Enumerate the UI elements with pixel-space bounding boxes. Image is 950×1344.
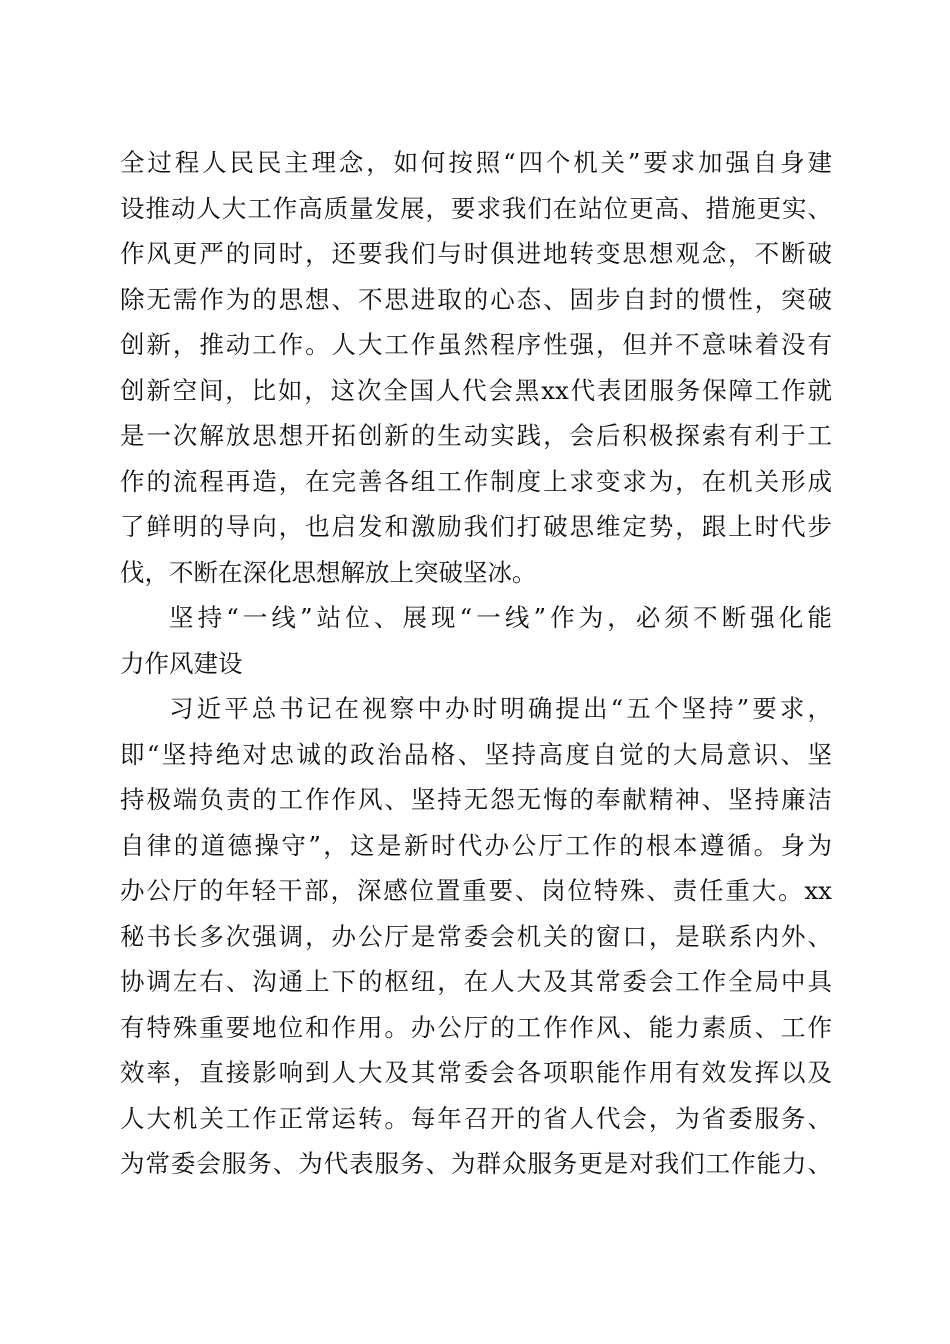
text-line: 自律的道德操守”，这是新时代办公厅工作的根本遵循。身为 [120, 830, 832, 860]
text-line: 有特殊重要地位和作用。办公厅的工作作风、能力素质、工作 [120, 1012, 832, 1042]
body-text [120, 140, 832, 1187]
text-line: 创新空间，比如，这次全国人代会黑xx代表团服务保障工作就 [120, 375, 832, 405]
text-line: 创新，推动工作。人大工作虽然程序性强，但并不意味着没有 [120, 330, 832, 359]
text-line: 作的流程再造，在完善各组工作制度上求变求为，在机关形成 [120, 466, 832, 496]
text-line: 持极端负责的工作作风、坚持无怨无悔的奉献精神、坚持廉洁 [120, 785, 832, 814]
section-heading-line: 坚持“一线”站位、展现“一线”作为，必须不断强化能 [169, 603, 832, 632]
section-heading-line: 力作风建设 [120, 648, 243, 678]
text-line: 为常委会服务、为代表服务、为群众服务更是对我们工作能力、 [120, 1149, 832, 1178]
text-line: 是一次解放思想开拓创新的生动实践，会后积极探索有利于工 [120, 421, 832, 450]
text-line: 全过程人民民主理念，如何按照“四个机关”要求加强自身建 [120, 148, 832, 177]
text-line: 伐，不断在深化思想解放上突破坚冰。 [120, 557, 537, 587]
text-line: 办公厅的年轻干部，深感位置重要、岗位特殊、责任重大。xx [120, 876, 832, 905]
text-line: 作风更严的同时，还要我们与时俱进地转变思想观念，不断破 [120, 239, 832, 268]
text-line: 习近平总书记在视察中办时明确提出“五个坚持”要求， [169, 694, 832, 723]
text-line: 秘书长多次强调，办公厅是常委会机关的窗口，是联系内外、 [120, 921, 832, 951]
text-line: 了鲜明的导向，也启发和激励我们打破思维定势，跟上时代步 [120, 512, 832, 541]
text-line: 设推动人大工作高质量发展，要求我们在站位更高、措施更实、 [120, 193, 832, 223]
text-line: 除无需作为的思想、不思进取的心态、固步自封的惯性，突破 [120, 284, 832, 314]
text-line: 即“坚持绝对忠诚的政治品格、坚持高度自觉的大局意识、坚 [120, 739, 832, 769]
text-line: 人大机关工作正常运转。每年召开的省人代会，为省委服务、 [120, 1103, 832, 1133]
text-line: 效率，直接影响到人大及其常委会各项职能作用有效发挥以及 [120, 1058, 832, 1087]
text-line: 协调左右、沟通上下的枢纽，在人大及其常委会工作全局中具 [120, 967, 832, 996]
